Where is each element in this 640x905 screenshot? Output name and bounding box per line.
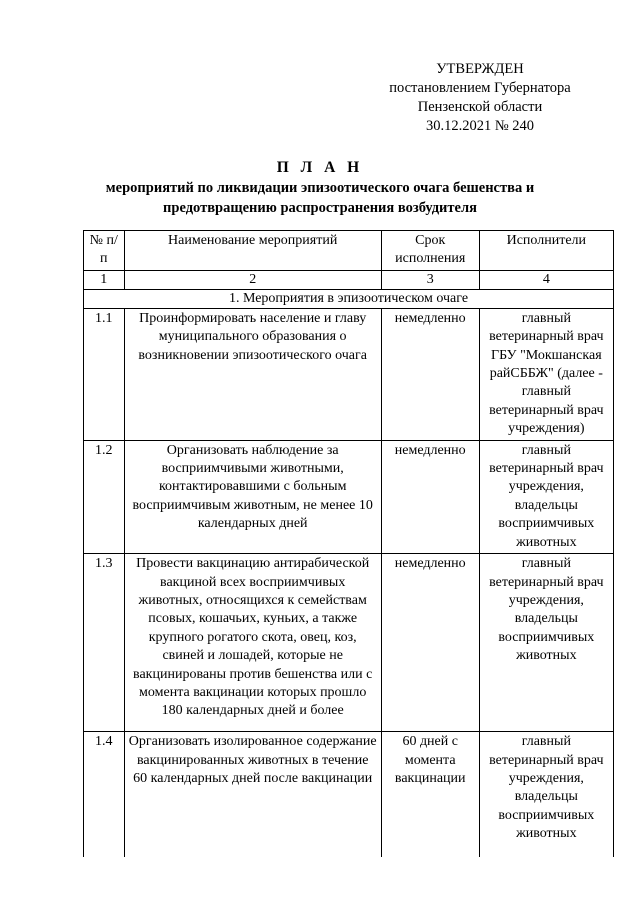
row-measure: Организовать наблюдение за восприимчивыми животными, контактировавшими с больным восприимчивым животным, не менее 10 календарных дней [124, 440, 381, 553]
column-number: 4 [479, 270, 613, 289]
column-numbers-row [84, 270, 614, 289]
header-executors: Исполнители [479, 231, 613, 271]
table-header-row [84, 231, 614, 271]
row-measure: Проинформировать население и главу муниципального образования о возникновении эпизоотического очага [124, 308, 381, 440]
plan-subtitle-line-2: предотвращению распространения возбудителя [163, 200, 477, 216]
plan-heading: П Л А Н [276, 159, 364, 176]
approval-label: УТВЕРЖДЕН [436, 61, 524, 77]
column-number: 1 [84, 270, 125, 289]
column-number: 2 [124, 270, 381, 289]
row-deadline: немедленно [381, 308, 479, 440]
approval-stamp [360, 60, 600, 136]
row-measure: Провести вакцинацию антирабической вакциной всех восприимчивых животных, относящихся к семействам псовых, кошачьих, куньих, а также крупного рогатого скота, овец, коз, свиней и лошадей, которые не вакцинированы против бешенства или с момента вакцинации которых прошло 180 календарных дней и более [124, 554, 381, 732]
row-deadline: немедленно [381, 554, 479, 732]
table-row [84, 308, 614, 440]
approval-region: Пензенской области [417, 99, 543, 115]
row-measure: Организовать изолированное содержание вакцинированных животных в течение 60 календарных дней после вакцинации [124, 732, 381, 858]
row-number: 1.2 [84, 440, 125, 553]
row-deadline: немедленно [381, 440, 479, 553]
document-title [60, 158, 580, 218]
row-deadline: 60 дней с момента вакцинации [381, 732, 479, 858]
row-number: 1.4 [84, 732, 125, 858]
table-row [84, 554, 614, 732]
column-number: 3 [381, 270, 479, 289]
row-executors: главный ветеринарный врач учреждения, владельцы восприимчивых животных [479, 554, 613, 732]
row-executors: главный ветеринарный врач учреждения, владельцы восприимчивых животных [479, 732, 613, 858]
table-row [84, 732, 614, 858]
table-row [84, 440, 614, 553]
plan-subtitle-line-1: мероприятий по ликвидации эпизоотического очага бешенства и [105, 180, 535, 196]
row-executors: главный ветеринарный врач ГБУ "Мокшанская райСББЖ" (далее - главный ветеринарный врач учреждения) [479, 308, 613, 440]
approval-by: постановлением Губернатора [389, 80, 571, 96]
section-row [84, 289, 614, 308]
header-measures: Наименование мероприятий [124, 231, 381, 271]
measures-table [83, 230, 614, 857]
header-number: № п/п [84, 231, 125, 271]
header-deadline: Срок исполнения [381, 231, 479, 271]
approval-date-number: 30.12.2021 № 240 [425, 118, 535, 134]
section-heading: 1. Мероприятия в эпизоотическом очаге [84, 289, 614, 308]
row-number: 1.1 [84, 308, 125, 440]
row-number: 1.3 [84, 554, 125, 732]
row-executors: главный ветеринарный врач учреждения, владельцы восприимчивых животных [479, 440, 613, 553]
